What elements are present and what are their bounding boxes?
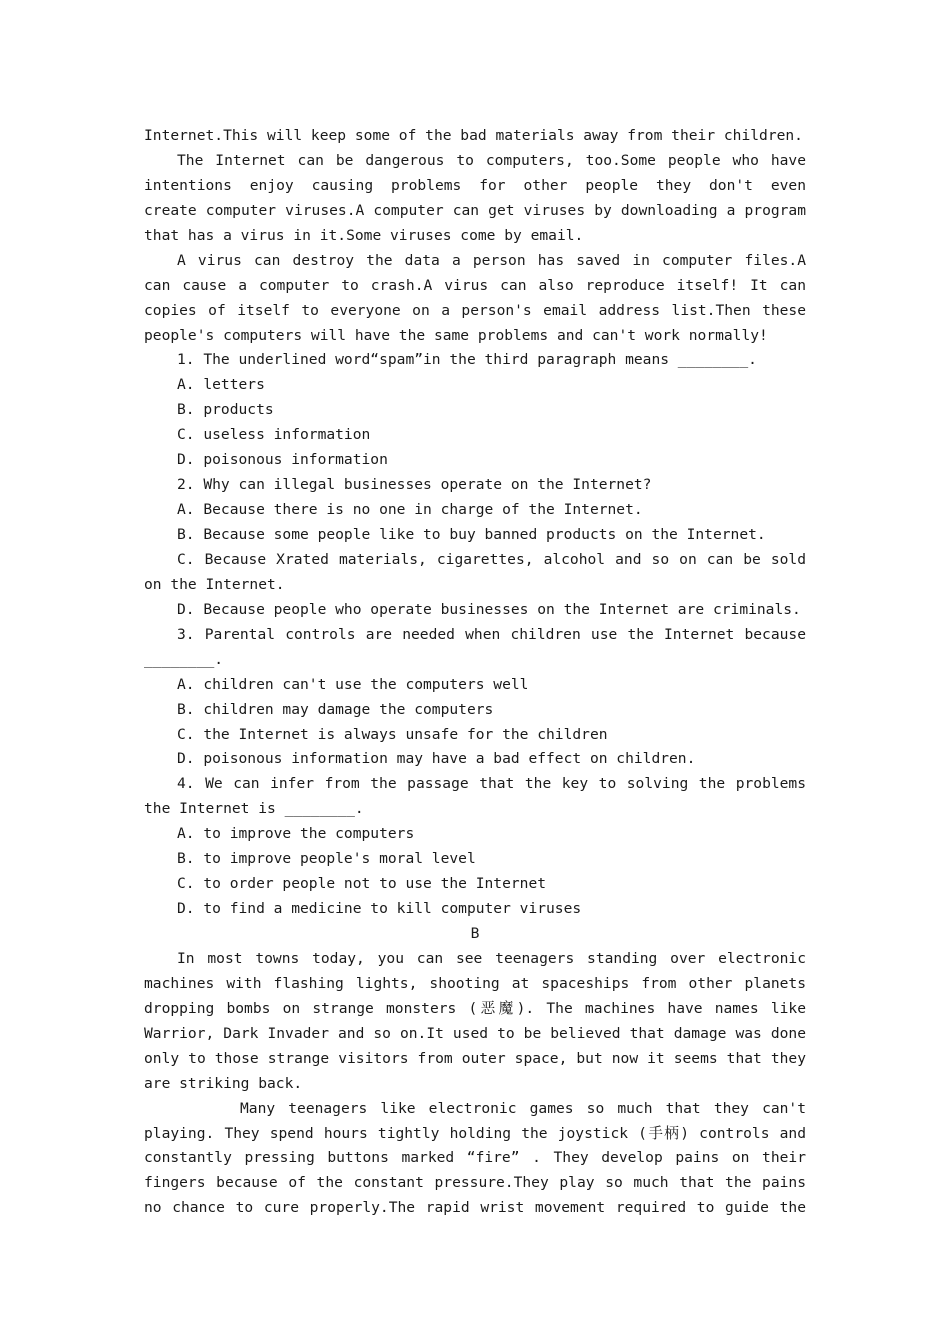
document-page bbox=[144, 124, 806, 1221]
text-line: no chance to cure properly.The rapid wrist movement required to guide the bbox=[144, 1199, 806, 1217]
text-line: playing. They spend hours tightly holding the joystick (手柄) controls and bbox=[144, 1124, 806, 1142]
option-line: C. useless information bbox=[177, 426, 371, 444]
text-line: Many teenagers like electronic games so much that they can't bbox=[240, 1099, 806, 1117]
option-line: D. Because people who operate businesses on the Internet are criminals. bbox=[177, 600, 801, 618]
option-line: D. poisonous information bbox=[177, 451, 388, 469]
option-line: C. to order people not to use the Internet bbox=[177, 875, 547, 893]
option-line: A. Because there is no one in charge of the Internet. bbox=[177, 501, 643, 519]
question-3-blank: ________. bbox=[144, 650, 224, 668]
text-line: are striking back. bbox=[144, 1074, 303, 1092]
option-line: D. poisonous information may have a bad effect on children. bbox=[177, 750, 696, 768]
text-line: Warrior, Dark Invader and so on.It used to be believed that damage was done bbox=[144, 1024, 806, 1042]
question-4: 4. We can infer from the passage that the key to solving the problems bbox=[177, 775, 806, 793]
option-line: A. children can't use the computers well bbox=[177, 675, 529, 693]
text-line: Internet.This will keep some of the bad materials away from their children. bbox=[144, 127, 803, 144]
text-line: create computer viruses.A computer can get viruses by downloading a program bbox=[144, 201, 806, 219]
text-line: A virus can destroy the data a person has saved in computer files.A bbox=[177, 251, 806, 269]
text-line: people's computers will have the same problems and can't work normally! bbox=[144, 326, 768, 344]
option-line: B. products bbox=[177, 401, 274, 419]
option-line: B. Because some people like to buy banned products on the Internet. bbox=[177, 526, 766, 543]
question-2: 2. Why can illegal businesses operate on the Internet? bbox=[177, 476, 652, 494]
question-1: 1. The underlined word“spam”in the third paragraph means ________. bbox=[177, 351, 757, 369]
text-line: only to those strange visitors from outer space, but now it seems that they bbox=[144, 1049, 806, 1067]
option-line: B. to improve people's moral level bbox=[177, 850, 476, 868]
text-line: dropping bombs on strange monsters (恶魔). The machines have names like bbox=[144, 999, 806, 1017]
text-line: can cause a computer to crash.A virus can also reproduce itself! It can bbox=[144, 276, 806, 294]
section-heading-b: B bbox=[470, 925, 480, 942]
option-line: A. letters bbox=[177, 376, 265, 394]
text-line: intentions enjoy causing problems for other people they don't even bbox=[144, 176, 806, 194]
text-line: copies of itself to everyone on a person's email address list.Then these bbox=[144, 301, 806, 319]
option-line: B. children may damage the computers bbox=[177, 700, 494, 718]
text-line: constantly pressing buttons marked “fire” . They develop pains on their bbox=[144, 1149, 806, 1167]
option-line: on the Internet. bbox=[144, 575, 285, 593]
text-line: that has a virus in it.Some viruses come by email. bbox=[144, 226, 584, 244]
text-line: machines with flashing lights, shooting at spaceships from other planets bbox=[144, 974, 806, 992]
question-4-blank: the Internet is ________. bbox=[144, 800, 364, 818]
option-line: A. to improve the computers bbox=[177, 825, 415, 843]
text-line: In most towns today, you can see teenagers standing over electronic bbox=[177, 949, 806, 967]
question-3: 3. Parental controls are needed when children use the Internet because bbox=[177, 625, 806, 643]
option-line: D. to find a medicine to kill computer viruses bbox=[177, 900, 582, 918]
option-line: C. the Internet is always unsafe for the children bbox=[177, 725, 608, 743]
text-line: The Internet can be dangerous to computers, too.Some people who have bbox=[177, 151, 806, 169]
option-line: C. Because Xrated materials, cigarettes, alcohol and so on can be sold bbox=[177, 550, 806, 568]
text-line: fingers because of the constant pressure.They play so much that the pains bbox=[144, 1174, 806, 1192]
